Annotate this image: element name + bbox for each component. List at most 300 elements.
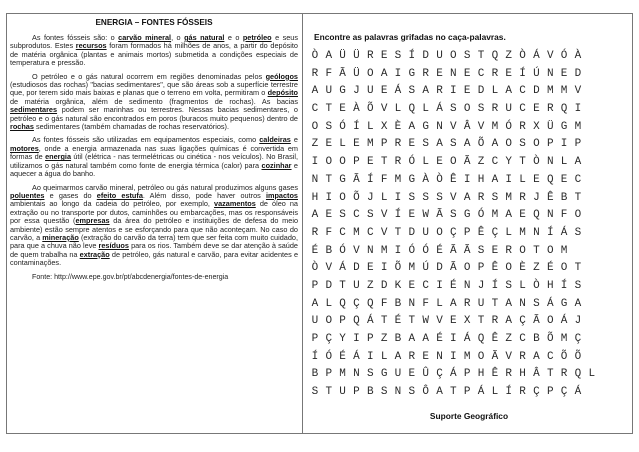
grid-letter[interactable]: A (491, 138, 499, 151)
grid-letter[interactable]: Z (505, 50, 513, 62)
grid-letter[interactable]: R (519, 386, 526, 399)
grid-letter[interactable]: Q (574, 368, 582, 381)
grid-letter[interactable]: Á (574, 386, 582, 399)
grid-letter[interactable]: D (533, 85, 540, 98)
grid-letter[interactable]: N (519, 297, 526, 310)
grid-letter[interactable]: Z (366, 279, 374, 292)
grid-letter[interactable]: I (394, 191, 402, 204)
grid-letter[interactable]: Í (546, 226, 554, 239)
grid-letter[interactable]: N (394, 386, 402, 399)
grid-letter[interactable]: A (574, 156, 582, 169)
grid-letter[interactable]: V (325, 262, 333, 275)
grid-letter[interactable]: Á (533, 50, 540, 62)
grid-letter[interactable]: D (353, 262, 360, 275)
grid-letter[interactable]: Ò (311, 50, 319, 62)
grid-letter[interactable]: P (311, 333, 319, 345)
grid-letter[interactable]: S (574, 226, 582, 239)
grid-letter[interactable]: I (380, 262, 388, 275)
grid-letter[interactable]: U (436, 50, 443, 62)
grid-letter[interactable]: Í (353, 120, 360, 133)
grid-letter[interactable]: H (477, 173, 485, 186)
grid-letter[interactable]: B (311, 368, 319, 381)
grid-letter[interactable]: R (311, 226, 319, 239)
grid-letter[interactable]: S (325, 120, 333, 133)
grid-letter[interactable]: Á (477, 386, 485, 399)
grid-letter[interactable]: Q (546, 173, 554, 186)
grid-letter[interactable]: E (436, 67, 443, 80)
grid-letter[interactable]: Ò (519, 50, 526, 62)
grid-letter[interactable]: N (463, 279, 471, 292)
grid-letter[interactable]: B (325, 244, 333, 257)
grid-letter[interactable]: S (574, 279, 582, 292)
grid-letter[interactable]: R (477, 191, 485, 204)
grid-letter[interactable]: R (436, 85, 443, 98)
grid-letter[interactable]: P (463, 226, 471, 239)
grid-letter[interactable]: Õ (394, 262, 402, 275)
grid-letter[interactable]: S (408, 191, 416, 204)
grid-letter[interactable]: P (463, 368, 471, 381)
grid-letter[interactable]: N (533, 226, 540, 239)
grid-letter[interactable]: Á (560, 226, 568, 239)
grid-letter[interactable]: U (366, 85, 374, 98)
grid-letter[interactable]: V (436, 315, 443, 328)
grid-letter[interactable]: S (366, 209, 374, 222)
grid-letter[interactable]: B (394, 297, 402, 310)
grid-letter[interactable]: U (353, 279, 360, 292)
grid-letter[interactable]: U (422, 226, 429, 239)
grid-letter[interactable]: È (519, 262, 526, 275)
grid-letter[interactable]: A (311, 297, 319, 310)
grid-letter[interactable]: Í (394, 209, 402, 222)
grid-letter[interactable]: H (546, 279, 554, 292)
grid-letter[interactable]: D (408, 226, 416, 239)
grid-letter[interactable]: M (491, 209, 499, 222)
grid-letter[interactable]: S (491, 191, 499, 204)
grid-letter[interactable]: T (450, 386, 457, 399)
grid-letter[interactable]: Ó (560, 50, 568, 62)
grid-letter[interactable]: T (491, 297, 499, 310)
grid-letter[interactable]: V (353, 244, 360, 257)
grid-letter[interactable]: M (394, 173, 402, 186)
grid-letter[interactable]: T (477, 315, 485, 328)
grid-letter[interactable]: Ê (546, 191, 554, 204)
grid-letter[interactable]: U (325, 85, 333, 98)
grid-letter[interactable]: V (574, 85, 582, 98)
grid-letter[interactable]: E (450, 315, 457, 328)
grid-letter[interactable]: S (450, 138, 457, 151)
grid-letter[interactable]: V (477, 120, 485, 133)
grid-letter[interactable]: Õ (477, 138, 485, 151)
grid-letter[interactable]: C (491, 156, 499, 169)
grid-letter[interactable]: J (366, 191, 374, 204)
grid-letter[interactable]: M (339, 368, 346, 381)
grid-letter[interactable]: L (422, 103, 429, 116)
grid-letter[interactable]: L (339, 138, 346, 151)
grid-letter[interactable]: J (574, 315, 582, 328)
grid-letter[interactable]: E (533, 173, 540, 186)
grid-letter[interactable]: Ú (533, 67, 540, 80)
grid-letter[interactable]: I (311, 156, 319, 169)
grid-letter[interactable]: Ã (533, 315, 540, 328)
grid-letter[interactable]: Ç (533, 386, 540, 399)
grid-letter[interactable]: É (436, 333, 443, 345)
grid-letter[interactable]: V (546, 50, 554, 62)
grid-letter[interactable]: Á (366, 315, 374, 328)
grid-letter[interactable]: Ò (533, 156, 540, 169)
grid-letter[interactable]: B (533, 333, 540, 345)
grid-letter[interactable]: Ã (463, 156, 471, 169)
grid-letter[interactable]: E (533, 103, 540, 116)
grid-letter[interactable]: V (380, 103, 388, 116)
grid-letter[interactable]: É (436, 244, 443, 257)
grid-letter[interactable]: C (366, 226, 374, 239)
grid-letter[interactable]: P (325, 368, 333, 381)
grid-letter[interactable]: Z (505, 333, 513, 345)
grid-letter[interactable]: A (380, 67, 388, 80)
grid-letter[interactable]: T (325, 103, 333, 116)
grid-letter[interactable]: Ç (491, 226, 499, 239)
grid-letter[interactable]: P (546, 138, 554, 151)
grid-letter[interactable]: A (505, 85, 513, 98)
grid-letter[interactable]: U (477, 297, 485, 310)
grid-letter[interactable]: M (366, 138, 374, 151)
grid-letter[interactable]: N (546, 67, 554, 80)
grid-letter[interactable]: I (394, 244, 402, 257)
grid-letter[interactable]: P (353, 156, 360, 169)
grid-letter[interactable]: Í (560, 279, 568, 292)
grid-letter[interactable]: T (574, 262, 582, 275)
grid-letter[interactable]: C (422, 279, 429, 292)
grid-letter[interactable]: R (491, 315, 499, 328)
grid-letter[interactable]: D (422, 50, 429, 62)
grid-letter[interactable]: P (463, 386, 471, 399)
grid-letter[interactable]: Q (366, 297, 374, 310)
grid-letter[interactable]: Ê (491, 262, 499, 275)
grid-letter[interactable]: C (519, 333, 526, 345)
grid-letter[interactable]: O (325, 156, 333, 169)
grid-letter[interactable]: F (325, 226, 333, 239)
grid-letter[interactable]: L (519, 173, 526, 186)
grid-letter[interactable]: Ó (408, 244, 416, 257)
grid-letter[interactable]: M (560, 85, 568, 98)
grid-letter[interactable]: O (574, 209, 582, 222)
grid-letter[interactable]: P (380, 138, 388, 151)
grid-letter[interactable]: O (546, 244, 554, 257)
grid-letter[interactable]: Õ (574, 350, 582, 363)
grid-letter[interactable]: R (491, 103, 499, 116)
grid-letter[interactable]: D (380, 279, 388, 292)
grid-letter[interactable]: É (311, 244, 319, 257)
grid-letter[interactable]: Á (436, 103, 443, 116)
grid-letter[interactable]: S (339, 209, 346, 222)
grid-letter[interactable]: S (436, 191, 443, 204)
grid-letter[interactable]: O (436, 226, 443, 239)
grid-letter[interactable]: H (519, 368, 526, 381)
grid-letter[interactable]: Á (339, 262, 346, 275)
grid-letter[interactable]: È (394, 120, 402, 133)
grid-letter[interactable]: S (477, 103, 485, 116)
grid-letter[interactable]: Ç (574, 333, 582, 345)
grid-letter[interactable]: M (353, 226, 360, 239)
grid-letter[interactable]: T (574, 191, 582, 204)
grid-letter[interactable]: Ã (436, 209, 443, 222)
grid-letter[interactable]: Â (463, 120, 471, 133)
grid-letter[interactable]: O (311, 120, 319, 133)
grid-letter[interactable]: M (560, 244, 568, 257)
grid-letter[interactable]: M (560, 333, 568, 345)
grid-letter[interactable]: E (339, 103, 346, 116)
grid-letter[interactable]: O (477, 350, 485, 363)
grid-letter[interactable]: F (325, 67, 333, 80)
grid-letter[interactable]: Õ (353, 191, 360, 204)
grid-letter[interactable]: S (422, 191, 429, 204)
grid-letter[interactable]: C (311, 103, 319, 116)
grid-letter[interactable]: F (380, 297, 388, 310)
grid-letter[interactable]: B (394, 333, 402, 345)
grid-letter[interactable]: Z (477, 156, 485, 169)
grid-letter[interactable]: N (546, 156, 554, 169)
grid-letter[interactable]: W (422, 209, 429, 222)
grid-letter[interactable]: Í (491, 279, 499, 292)
grid-letter[interactable]: A (325, 50, 333, 62)
grid-letter[interactable]: O (463, 262, 471, 275)
grid-letter[interactable]: M (408, 262, 416, 275)
grid-letter[interactable]: F (380, 173, 388, 186)
grid-letter[interactable]: S (519, 138, 526, 151)
grid-letter[interactable]: O (366, 67, 374, 80)
grid-letter[interactable]: L (380, 350, 388, 363)
grid-letter[interactable]: E (560, 67, 568, 80)
grid-letter[interactable]: Q (560, 103, 568, 116)
grid-letter[interactable]: R (463, 297, 471, 310)
grid-letter[interactable]: Í (505, 386, 513, 399)
grid-letter[interactable]: J (533, 191, 540, 204)
grid-letter[interactable]: N (311, 173, 319, 186)
grid-letter[interactable]: Z (533, 262, 540, 275)
grid-letter[interactable]: V (505, 350, 513, 363)
grid-letter[interactable]: E (380, 50, 388, 62)
grid-letter[interactable]: P (366, 333, 374, 345)
grid-letter[interactable]: Y (505, 156, 513, 169)
grid-letter[interactable]: D (325, 279, 333, 292)
grid-letter[interactable]: R (422, 67, 429, 80)
grid-letter[interactable]: E (560, 173, 568, 186)
grid-letter[interactable]: T (408, 315, 416, 328)
grid-letter[interactable]: T (339, 279, 346, 292)
grid-letter[interactable]: Ã (463, 244, 471, 257)
grid-letter[interactable]: I (450, 350, 457, 363)
grid-letter[interactable]: É (394, 315, 402, 328)
grid-letter[interactable]: O (505, 138, 513, 151)
grid-letter[interactable]: D (477, 85, 485, 98)
grid-letter[interactable]: Ü (353, 50, 360, 62)
grid-letter[interactable]: A (394, 350, 402, 363)
grid-letter[interactable]: O (339, 191, 346, 204)
grid-letter[interactable]: Ç (353, 297, 360, 310)
grid-letter[interactable]: E (353, 138, 360, 151)
grid-letter[interactable]: U (505, 103, 513, 116)
grid-letter[interactable]: U (394, 368, 402, 381)
grid-letter[interactable]: À (353, 103, 360, 116)
grid-letter[interactable]: A (505, 209, 513, 222)
grid-letter[interactable]: G (408, 67, 416, 80)
grid-letter[interactable]: N (408, 297, 416, 310)
grid-letter[interactable]: R (366, 50, 374, 62)
grid-letter[interactable]: D (436, 262, 443, 275)
grid-letter[interactable]: A (422, 333, 429, 345)
grid-letter[interactable]: À (422, 173, 429, 186)
grid-letter[interactable]: Q (477, 333, 485, 345)
grid-letter[interactable]: A (311, 85, 319, 98)
grid-letter[interactable]: E (408, 279, 416, 292)
grid-letter[interactable]: O (505, 262, 513, 275)
grid-letter[interactable]: L (436, 297, 443, 310)
grid-letter[interactable]: Ã (450, 244, 457, 257)
grid-letter[interactable]: Ê (491, 368, 499, 381)
grid-letter[interactable]: Ü (353, 67, 360, 80)
grid-letter[interactable]: M (491, 120, 499, 133)
grid-letter[interactable]: U (311, 315, 319, 328)
grid-letter[interactable]: S (505, 279, 513, 292)
grid-letter[interactable]: M (574, 120, 582, 133)
grid-letter[interactable]: Z (380, 333, 388, 345)
grid-letter[interactable]: M (505, 191, 513, 204)
grid-letter[interactable]: T (533, 244, 540, 257)
grid-letter[interactable]: C (546, 350, 554, 363)
grid-letter[interactable]: O (519, 244, 526, 257)
grid-letter[interactable]: É (450, 279, 457, 292)
grid-letter[interactable]: L (394, 103, 402, 116)
grid-letter[interactable]: L (366, 120, 374, 133)
grid-letter[interactable]: I (366, 350, 374, 363)
grid-letter[interactable]: Ó (339, 120, 346, 133)
grid-letter[interactable]: C (519, 85, 526, 98)
grid-letter[interactable]: L (491, 85, 499, 98)
grid-letter[interactable]: S (422, 138, 429, 151)
grid-letter[interactable]: I (505, 173, 513, 186)
grid-letter[interactable]: C (353, 209, 360, 222)
grid-letter[interactable]: A (311, 209, 319, 222)
grid-letter[interactable]: Ó (339, 244, 346, 257)
grid-letter[interactable]: S (394, 50, 402, 62)
grid-letter[interactable]: N (450, 67, 457, 80)
grid-letter[interactable]: Q (408, 103, 416, 116)
grid-letter[interactable]: C (339, 226, 346, 239)
grid-letter[interactable]: X (463, 315, 471, 328)
grid-letter[interactable]: R (546, 103, 554, 116)
grid-letter[interactable]: À (574, 50, 582, 62)
grid-letter[interactable]: Á (394, 85, 402, 98)
grid-letter[interactable]: M (380, 244, 388, 257)
grid-letter[interactable]: T (394, 226, 402, 239)
grid-letter[interactable]: R (491, 67, 499, 80)
grid-letter[interactable]: G (339, 85, 346, 98)
grid-letter[interactable]: Ó (325, 350, 333, 363)
grid-letter[interactable]: P (353, 386, 360, 399)
grid-letter[interactable]: R (394, 138, 402, 151)
grid-letter[interactable]: C (574, 173, 582, 186)
grid-letter[interactable]: I (450, 333, 457, 345)
grid-letter[interactable]: E (408, 138, 416, 151)
grid-letter[interactable]: E (422, 350, 429, 363)
grid-letter[interactable]: O (533, 138, 540, 151)
grid-letter[interactable]: Ç (325, 333, 333, 345)
grid-letter[interactable]: A (533, 350, 540, 363)
grid-letter[interactable]: L (588, 368, 596, 381)
grid-letter[interactable]: A (505, 297, 513, 310)
grid-letter[interactable]: Ü (546, 120, 554, 133)
grid-letter[interactable]: E (408, 209, 416, 222)
grid-letter[interactable]: Ü (339, 50, 346, 62)
grid-letter[interactable]: Í (408, 50, 416, 62)
grid-letter[interactable]: L (505, 226, 513, 239)
grid-letter[interactable]: Á (463, 333, 471, 345)
grid-letter[interactable]: N (353, 368, 360, 381)
grid-letter[interactable]: E (519, 209, 526, 222)
grid-letter[interactable]: B (560, 191, 568, 204)
grid-letter[interactable]: T (477, 50, 485, 62)
grid-letter[interactable]: Á (450, 368, 457, 381)
grid-letter[interactable]: S (366, 368, 374, 381)
grid-letter[interactable]: H (477, 368, 485, 381)
grid-letter[interactable]: O (546, 315, 554, 328)
grid-letter[interactable]: L (380, 191, 388, 204)
grid-letter[interactable]: E (325, 138, 333, 151)
grid-letter[interactable]: Ã (450, 262, 457, 275)
grid-letter[interactable]: A (408, 120, 416, 133)
grid-letter[interactable]: Ó (422, 244, 429, 257)
grid-letter[interactable]: E (366, 262, 374, 275)
grid-letter[interactable]: R (408, 350, 416, 363)
grid-letter[interactable]: O (450, 156, 457, 169)
grid-letter[interactable]: L (422, 156, 429, 169)
grid-letter[interactable]: G (560, 297, 568, 310)
grid-letter[interactable]: T (380, 156, 388, 169)
grid-letter[interactable]: N (546, 209, 554, 222)
grid-letter[interactable]: R (505, 368, 513, 381)
grid-letter[interactable]: Ó (505, 120, 513, 133)
grid-letter[interactable]: Ç (560, 386, 568, 399)
grid-letter[interactable]: F (560, 209, 568, 222)
grid-letter[interactable]: E (463, 67, 471, 80)
grid-letter[interactable]: A (491, 173, 499, 186)
grid-letter[interactable]: Í (519, 67, 526, 80)
grid-letter[interactable]: S (477, 244, 485, 257)
grid-letter[interactable]: Õ (560, 350, 568, 363)
grid-letter[interactable]: Û (422, 368, 429, 381)
grid-letter[interactable]: G (560, 120, 568, 133)
grid-letter[interactable]: J (353, 85, 360, 98)
grid-letter[interactable]: L (560, 156, 568, 169)
grid-letter[interactable]: Õ (366, 103, 374, 116)
grid-letter[interactable]: S (450, 103, 457, 116)
grid-letter[interactable]: C (519, 103, 526, 116)
grid-letter[interactable]: É (339, 350, 346, 363)
grid-letter[interactable]: M (463, 350, 471, 363)
grid-letter[interactable]: G (380, 368, 388, 381)
grid-letter[interactable]: Ó (408, 156, 416, 169)
grid-letter[interactable]: A (422, 85, 429, 98)
grid-letter[interactable]: V (380, 209, 388, 222)
grid-letter[interactable]: O (450, 50, 457, 62)
grid-letter[interactable]: R (505, 244, 513, 257)
grid-letter[interactable]: W (422, 315, 429, 328)
grid-letter[interactable]: Ú (422, 262, 429, 275)
grid-letter[interactable]: I (325, 191, 333, 204)
grid-letter[interactable]: P (574, 138, 582, 151)
grid-letter[interactable]: S (408, 85, 416, 98)
grid-letter[interactable]: Á (560, 315, 568, 328)
